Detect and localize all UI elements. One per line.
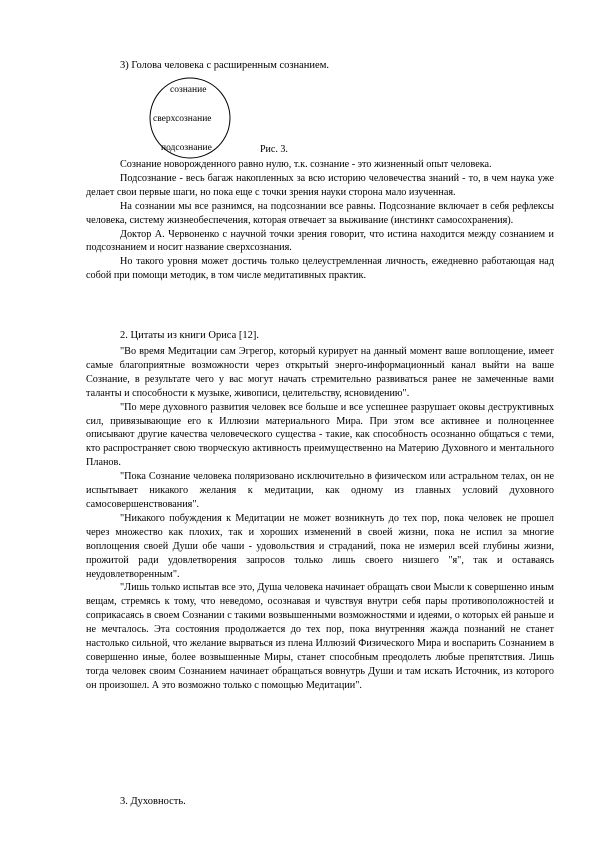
diagram-label-subconscious: подсознание [161, 143, 212, 153]
spirituality-heading: 3. Духовность. [120, 796, 186, 807]
quotes-text [86, 345, 554, 693]
quote-paragraph: "Никакого побуждения к Медитации не может возникнуть до тех пор, пока человек не прошел через множество как плохих, так и хороших изменений в своей жизни, пока не испил за многие воплощения своей Души обе чаши - удовольствия и страданий, пока не измерил всей глубины жизни, прожитой ради удовлетворения запросов только лишь своего низшего "я", так и оставаясь неудовлетворенным". [86, 512, 554, 580]
quote-paragraph: "Во время Медитации сам Эгрегор, который курирует на данный момент ваше воплощение, имеет самые благоприятные возможности через открытый энерго-информационный канал выйти на ваше Сознание, в результате чего у вас могут начать стремительно развиваться ранее не замеченные вами таланты и способности к музыке, живописи, целительству, ясновидению". [86, 346, 554, 399]
paragraph: Но такого уровня может достичь только целеустремленная личность, ежедневно работающая над собой при помощи методик, в том числе медитативных практик. [86, 256, 554, 282]
paragraph: На сознании мы все разнимся, на подсознании все равны. Подсознание включает в себя рефлексы человека, систему жизнеобеспечения, которая отвечает за выживание (инстинкт самосохранения). [86, 200, 554, 226]
quote-paragraph: "Пока Сознание человека поляризовано исключительно в физическом или астральном телах, он не испытывает никакого желания к медитации, как одному из главных условий духовного самосовершенствования". [86, 471, 554, 510]
consciousness-diagram [140, 76, 250, 162]
diagram-label-consciousness: сознание [170, 85, 207, 95]
paragraph: Доктор А. Червоненко с научной точки зрения говорит, что истина находится между сознанием и подсознанием и носит название сверхсознания. [86, 228, 554, 254]
paragraph: Подсознание - весь багаж накопленных за всю историю человечества знаний - то, в чем наука уже делает свои первые шаги, но пока еще с точки зрения науки сторона мало изученная. [86, 172, 554, 198]
section-heading-head: 3) Голова человека с расширенным сознанием. [120, 60, 329, 71]
quote-paragraph: "Лишь только испытав все это, Душа человека начинает обращать свои Мысли к совершенно иным вещам, стремясь к тому, что неведомо, осознавая и чувствуя внутри себя пары противоположностей и соприкасаясь в своем Сознании с такими возвышенными возможностями и идеями, о которых ей раньше и не мечталось. Эта состояния продолжается до тех пор, пока внутренняя жажда познаний не станет настолько сильной, что желание вырваться из плена Иллюзий Физического Мира и воспарить Сознанием в совершенно иные, более возвышенные Миры, станет способным преодолеть любые препятствия. Лишь тогда человек своим Сознанием начинает обращаться вовнутрь Души и там искать Источник, из которого он произошел. А это возможно только с помощью Медитации". [86, 582, 554, 691]
paragraph: Сознание новорожденного равно нулю, т.к. сознание - это жизненный опыт человека. [120, 159, 492, 170]
intro-text [86, 158, 554, 283]
figure-caption: Рис. 3. [260, 144, 288, 155]
quote-paragraph: "По мере духовного развития человек все больше и все успешнее разрушает оковы деструктивных сил, привязывающие его к Иллюзии материального Мира. При этом все активнее и полноценнее описывают другие качества человеческого существа - такие, как способность осознанно общаться с теми, кто распространяет свою творческую активность преимущественно на Материю Духовного и ментального Планов. [86, 401, 554, 469]
diagram-label-superconsciousness: сверхсознание [153, 114, 212, 124]
quotes-heading: 2. Цитаты из книги Ориса [12]. [120, 330, 260, 341]
